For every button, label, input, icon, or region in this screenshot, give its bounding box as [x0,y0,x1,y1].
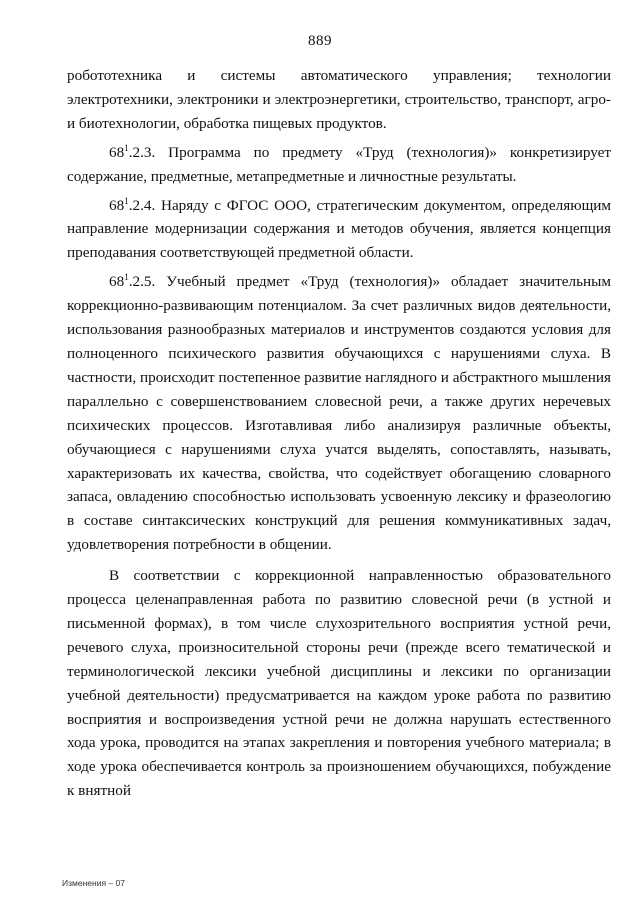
paragraph-text: робототехника и системы автоматического управления; технологии электротехники, электроники и электроэнергетики, строительство, транспорт, агро- и биотехнологии, обработка пищевых продуктов. [67,67,611,132]
body-text [67,64,611,803]
clause-number: $68^1.2.5$. [109,272,156,291]
paragraph-68-1-2-5 [67,270,611,557]
paragraph-text: Учебный предмет «Труд (технология)» обладает значительным коррекционно-развивающим потенциалом. За счет различных видов деятельности, использования разнообразных материалов и инструментов создаются условия для полноценного психического развития обучающихся с нарушениями слуха. В частности, происходит постепенное развитие наглядного и абстрактного мышления параллельно с совершенствованием словесной речи, а также других неречевых психических процессов. Изготавливая либо анализируя различные объекты, обучающиеся с нарушениями слуха учатся выделять, сопоставлять, называть, характеризовать их качества, свойства, что содействует обогащению словарного запаса, овладению способностью использовать усвоенную лексику и фразеологию в составе синтаксических конструкций для решения коммуникативных задач, удовлетворения потребности в общении. [67,273,611,554]
paragraph-68-1-2-3 [67,141,611,189]
clause-number: $68^1.2.4$. [109,195,156,214]
paragraph-text: Программа по предмету «Труд (технология)» конкретизирует содержание, предметные, метапредметные и личностные результаты. [67,143,611,185]
paragraph-text: В соответствии с коррекционной направленностью образовательного процесса целенаправленная работа по развитию словесной речи (в устной и письменной формах), в том числе слухозрительного восприятия устной речи, речевого слуха, произносительной стороны речи (прежде всего тематической и терминологической лексики учебной дисциплины и лексики по организации учебной деятельности) предусматривается на каждом уроке работа по развитию восприятия и воспроизведения устной речи не должна нарушать естественного хода урока, проводится на этапах закрепления и повторения учебного материала; в ходе урока обеспечивается контроль за произношением обучающихся, побуждение к внятной [67,567,611,800]
paragraph-68-1-2-4 [67,194,611,266]
paragraph-text: Наряду с ФГОС ООО, стратегическим документом, определяющим направление модернизации содержания и методов обучения, является концепция преподавания соответствующей предметной области. [67,196,611,262]
clause-number: $68^1.2.3$. [109,142,156,161]
paragraph-continuation [67,64,611,136]
paragraph-speech-development [67,564,611,803]
revision-footer: Изменения – 07 [62,878,125,888]
page-number: 889 [308,33,332,49]
